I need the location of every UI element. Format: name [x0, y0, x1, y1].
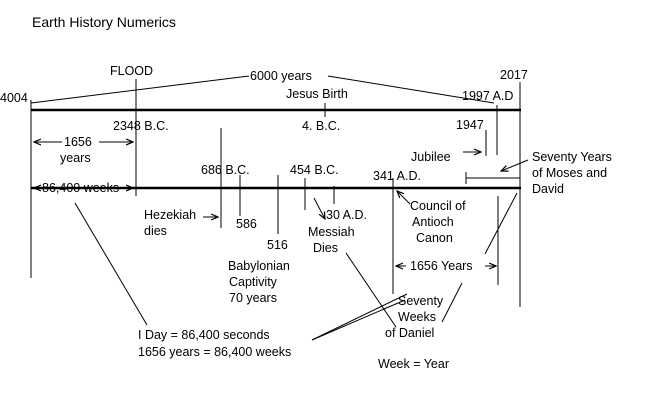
council-label-line2: Antioch	[412, 215, 454, 229]
equation-label: 1656 years = 86,400 weeks	[138, 345, 292, 359]
babylon-label-line3: 70 years	[229, 291, 277, 305]
six-thousand-left-line	[31, 76, 249, 103]
weeks-pointer-line	[75, 203, 147, 325]
ad-341-label: 341 A.D.	[373, 169, 421, 183]
weeks-daniel-label-line3: of Daniel	[385, 326, 435, 340]
babylon-label-line1: Babylonian	[228, 259, 290, 273]
messiah-label-line1: Messiah	[308, 225, 355, 239]
council-label-line1: Council of	[410, 199, 466, 213]
years-1656-pointer-line	[485, 193, 517, 254]
bc-4-label: 4. B.C.	[302, 119, 341, 133]
weeks-label: 86,400 weeks	[42, 181, 120, 195]
year-4004-label: 4004	[0, 91, 28, 105]
years-1656-label: 1656 Years	[410, 259, 473, 273]
hezekiah-label-line2: dies	[144, 224, 167, 238]
six-thousand-years-label: 6000 years	[250, 69, 312, 83]
seventy-years-label-line2: of Moses and	[532, 166, 608, 180]
year-516-label: 516	[267, 238, 288, 252]
jubilee-label: Jubilee	[411, 150, 451, 164]
daniel-pointer-right	[442, 283, 462, 322]
hezekiah-label-line1: Hezekiah	[144, 208, 197, 222]
span-1656-number-label: 1656	[64, 135, 92, 149]
weeks-daniel-label-line1: Seventy	[398, 294, 444, 308]
seventy-years-arrow	[501, 160, 528, 171]
messiah-arrow	[314, 198, 325, 219]
bc-686-label: 686 B.C.	[201, 163, 250, 177]
year-586-label: 586	[236, 217, 257, 231]
ad-1997-label: 1997 A.D	[462, 89, 514, 103]
one-day-label: I Day = 86,400 seconds	[138, 328, 270, 342]
span-1656-years-label: years	[60, 151, 91, 165]
diagram-title: Earth History Numerics	[32, 14, 176, 30]
ad-30-label: 30 A.D.	[326, 208, 367, 222]
daniel-pointer-left	[346, 253, 396, 327]
babylon-label-line2: Captivity	[229, 275, 277, 289]
seventy-years-label-line1: Seventy Years	[532, 150, 612, 164]
seventy-years-label-line3: David	[532, 182, 564, 196]
year-1947-label: 1947	[456, 118, 484, 132]
council-arrow	[397, 191, 410, 204]
jesus-birth-label: Jesus Birth	[286, 87, 348, 101]
year-2017-label: 2017	[500, 68, 528, 82]
flood-label: FLOOD	[110, 64, 154, 78]
weeks-daniel-label-line2: Weeks	[398, 310, 436, 324]
bc-454-label: 454 B.C.	[290, 163, 339, 177]
council-label-line3: Canon	[416, 231, 453, 245]
week-equals-year-label: Week = Year	[378, 357, 450, 371]
messiah-label-line2: Dies	[313, 241, 339, 255]
bc-2348-label: 2348 B.C.	[113, 119, 169, 133]
